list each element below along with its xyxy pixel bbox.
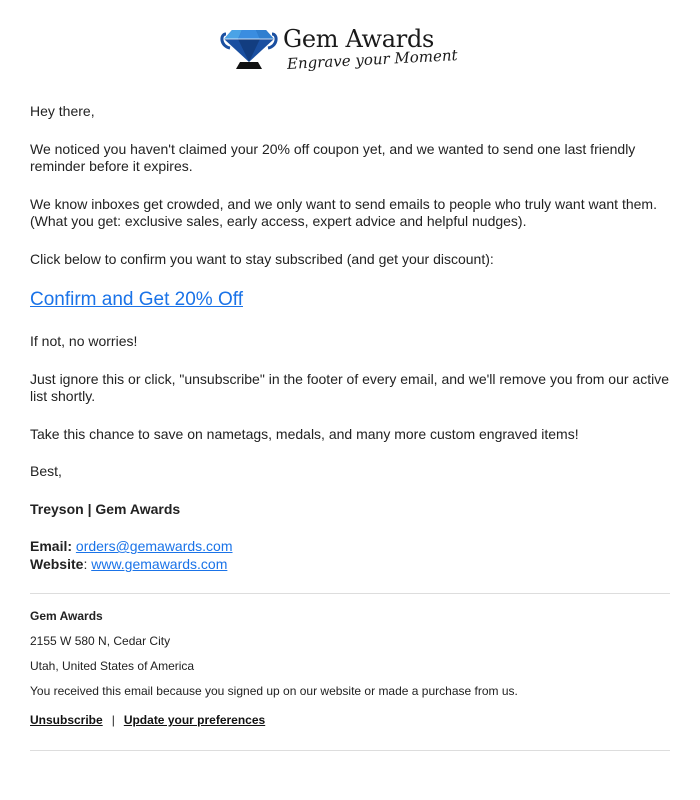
footer-links <box>30 713 670 728</box>
paragraph-no-worries: If not, no worries! <box>30 333 138 349</box>
footer-address-line1: 2155 W 580 N, Cedar City <box>30 634 171 648</box>
update-preferences-link[interactable]: Update your preferences <box>123 713 266 727</box>
footer-address-line2: Utah, United States of America <box>30 659 195 673</box>
brand-logo <box>220 24 458 78</box>
diamond-trophy-icon <box>220 26 278 70</box>
greeting: Hey there, <box>30 103 95 119</box>
paragraph-inbox: We know inboxes get crowded, and we only want to send emails to people who truly want want them. (What you get: exclusive sales, early access, expert advice and helpful nudges). <box>30 196 657 229</box>
footer-divider-bottom <box>30 750 670 751</box>
website-link[interactable]: www.gemawards.com <box>91 556 228 572</box>
website-separator: : <box>83 556 88 572</box>
paragraph-unsubscribe-info: Just ignore this or click, "unsubscribe" in the footer of every email, and we'll remove you from our active list shortly. <box>30 371 670 404</box>
email-link[interactable]: orders@gemawards.com <box>75 538 233 554</box>
signature-name: Treyson | Gem Awards <box>30 501 181 517</box>
paragraph-promo: Take this chance to save on nametags, medals, and many more custom engraved items! <box>30 426 579 442</box>
closing: Best, <box>30 463 62 479</box>
paragraph-confirm-prompt: Click below to confirm you want to stay subscribed (and get your discount): <box>30 251 494 267</box>
website-label: Website <box>30 556 84 572</box>
brand-tagline: Engrave your Moment <box>286 46 458 73</box>
footer-company: Gem Awards <box>30 609 103 623</box>
footer-link-separator: | <box>111 713 115 727</box>
paragraph-coupon-reminder: We noticed you haven't claimed your 20% off coupon yet, and we wanted to send one last friendly reminder before it expires. <box>30 141 636 174</box>
confirm-discount-link[interactable]: Confirm and Get 20% Off <box>30 289 243 310</box>
brand-name: Gem Awards <box>283 25 435 53</box>
footer-notice: You received this email because you signed up on our website or made a purchase from us. <box>30 684 518 698</box>
contact-email-row <box>30 538 670 555</box>
contact-website-row <box>30 556 670 573</box>
footer-divider-top <box>30 593 670 594</box>
email-label: Email: <box>30 538 73 554</box>
unsubscribe-link[interactable]: Unsubscribe <box>30 713 103 727</box>
